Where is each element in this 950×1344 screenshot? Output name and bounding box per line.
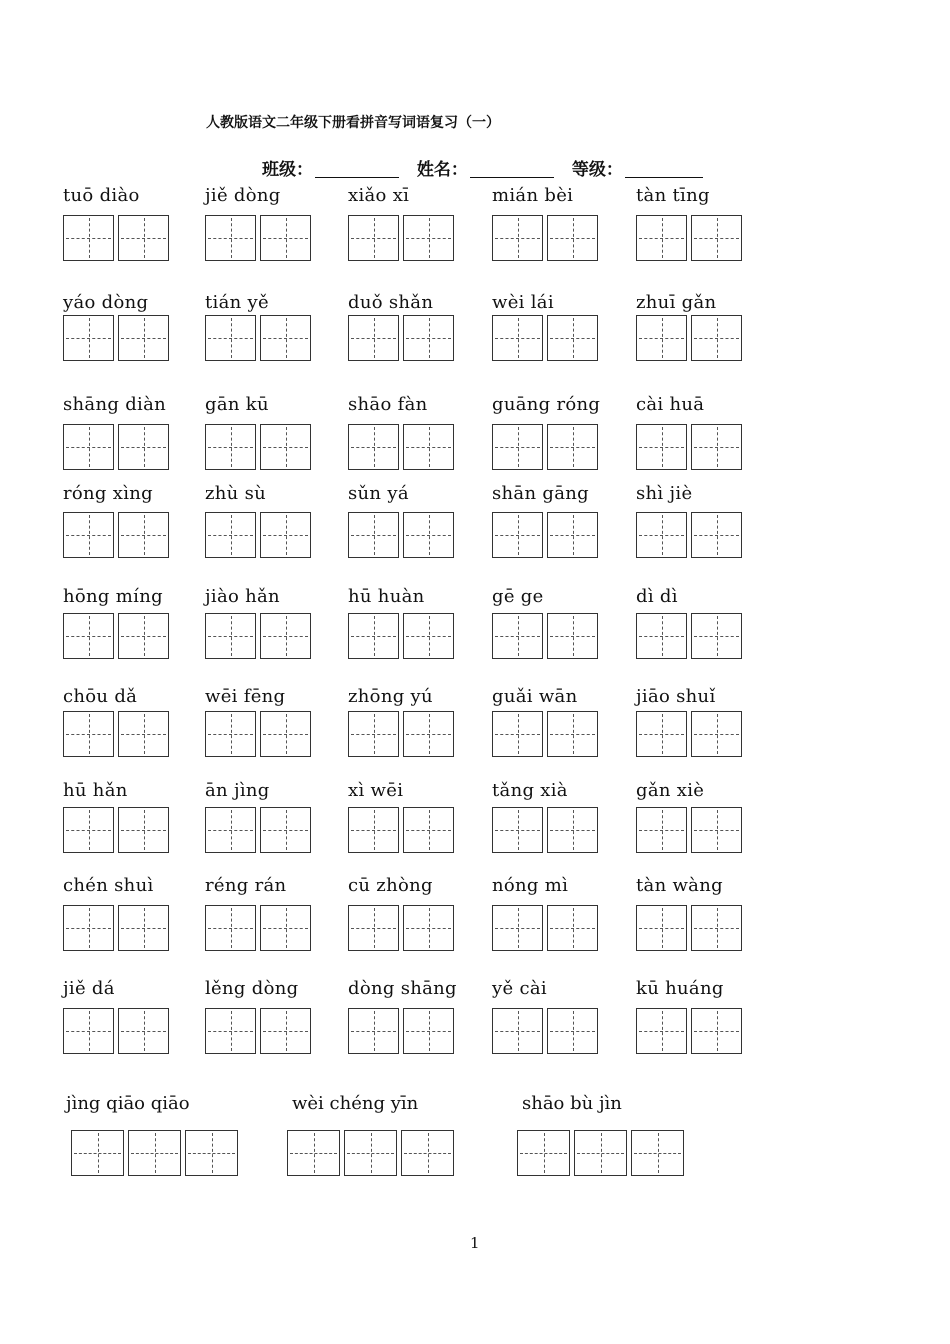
tianzige-cell[interactable] [403, 315, 454, 361]
writing-box-group [636, 905, 742, 951]
tianzige-cell[interactable] [403, 711, 454, 757]
pinyin-word: tàn tīng [636, 185, 710, 206]
tianzige-cell[interactable] [636, 613, 687, 659]
writing-box-group [492, 512, 598, 558]
tianzige-cell[interactable] [547, 613, 598, 659]
tianzige-cell[interactable] [118, 711, 169, 757]
pinyin-word: zhù sù [205, 483, 267, 504]
tianzige-cell[interactable] [348, 613, 399, 659]
writing-box-group [492, 613, 598, 659]
pinyin-word: shì jiè [636, 483, 693, 504]
tianzige-cell[interactable] [631, 1130, 684, 1176]
pinyin-word: wèi lái [492, 292, 554, 313]
pinyin-word: tuō diào [63, 185, 140, 206]
tianzige-cell[interactable] [547, 807, 598, 853]
writing-box-group [205, 905, 311, 951]
pinyin-word: róng xìng [63, 483, 154, 504]
tianzige-cell[interactable] [63, 613, 114, 659]
tianzige-cell[interactable] [205, 711, 256, 757]
tianzige-cell[interactable] [691, 424, 742, 470]
writing-box-group [348, 1008, 454, 1054]
pinyin-word: cài huā [636, 394, 705, 415]
writing-box-group [63, 512, 169, 558]
tianzige-cell[interactable] [348, 512, 399, 558]
tianzige-cell[interactable] [636, 315, 687, 361]
tianzige-cell[interactable] [118, 1008, 169, 1054]
tianzige-cell[interactable] [205, 315, 256, 361]
tianzige-cell[interactable] [118, 315, 169, 361]
writing-box-group [636, 807, 742, 853]
writing-box-group [205, 613, 311, 659]
writing-box-group [348, 512, 454, 558]
writing-box-group [348, 215, 454, 261]
writing-box-group [205, 215, 311, 261]
tianzige-cell[interactable] [574, 1130, 627, 1176]
pinyin-word: chén shuì [63, 875, 154, 896]
writing-box-group [348, 315, 454, 361]
tianzige-cell[interactable] [205, 905, 256, 951]
pinyin-word: tián yě [205, 292, 269, 313]
grade-label: 等级： [571, 160, 623, 180]
pinyin-word: kū huáng [636, 978, 724, 999]
pinyin-word: shān gāng [492, 483, 589, 504]
tianzige-cell[interactable] [63, 315, 114, 361]
pinyin-word: cū zhòng [348, 875, 433, 896]
tianzige-cell[interactable] [492, 215, 543, 261]
pinyin-word: gān kū [205, 394, 269, 415]
tianzige-cell[interactable] [71, 1130, 124, 1176]
tianzige-cell[interactable] [205, 1008, 256, 1054]
tianzige-cell[interactable] [63, 215, 114, 261]
tianzige-cell[interactable] [401, 1130, 454, 1176]
pinyin-word: mián bèi [492, 185, 574, 206]
tianzige-cell[interactable] [403, 424, 454, 470]
class-blank[interactable] [315, 159, 399, 178]
tianzige-cell[interactable] [118, 215, 169, 261]
pinyin-word: wèi chéng yīn [292, 1093, 419, 1114]
tianzige-cell[interactable] [63, 424, 114, 470]
student-info-line [262, 155, 715, 180]
pinyin-word: chōu dǎ [63, 686, 138, 707]
tianzige-cell[interactable] [128, 1130, 181, 1176]
writing-box-group [63, 807, 169, 853]
pinyin-word: guāng róng [492, 394, 601, 415]
writing-box-group [63, 1008, 169, 1054]
pinyin-word: dòng shāng [348, 978, 457, 999]
tianzige-cell[interactable] [492, 711, 543, 757]
tianzige-cell[interactable] [636, 711, 687, 757]
writing-box-group [63, 613, 169, 659]
tianzige-cell[interactable] [348, 807, 399, 853]
pinyin-word: xiǎo xī [348, 185, 410, 206]
pinyin-word: jiě dá [63, 978, 115, 999]
writing-box-group [636, 1008, 742, 1054]
page-number: 1 [470, 1234, 480, 1252]
writing-box-group [636, 711, 742, 757]
writing-box-group [287, 1130, 454, 1176]
tianzige-cell[interactable] [205, 215, 256, 261]
tianzige-cell[interactable] [260, 1008, 311, 1054]
pinyin-word: yáo dòng [63, 292, 149, 313]
pinyin-word: nóng mì [492, 875, 569, 896]
tianzige-cell[interactable] [348, 424, 399, 470]
pinyin-word: duǒ shǎn [348, 292, 434, 313]
pinyin-word: shāo bù jìn [522, 1093, 622, 1114]
tianzige-cell[interactable] [118, 905, 169, 951]
pinyin-word: lěng dòng [205, 978, 299, 999]
tianzige-cell[interactable] [403, 1008, 454, 1054]
tianzige-cell[interactable] [403, 215, 454, 261]
tianzige-cell[interactable] [63, 512, 114, 558]
tianzige-cell[interactable] [403, 905, 454, 951]
tianzige-cell[interactable] [348, 905, 399, 951]
tianzige-cell[interactable] [260, 711, 311, 757]
writing-box-group [63, 711, 169, 757]
tianzige-cell[interactable] [205, 807, 256, 853]
writing-box-group [348, 613, 454, 659]
writing-box-group [492, 905, 598, 951]
pinyin-word: ān jìng [205, 780, 270, 801]
writing-box-group [63, 215, 169, 261]
tianzige-cell[interactable] [403, 807, 454, 853]
tianzige-cell[interactable] [260, 807, 311, 853]
tianzige-cell[interactable] [260, 512, 311, 558]
tianzige-cell[interactable] [118, 613, 169, 659]
tianzige-cell[interactable] [492, 424, 543, 470]
tianzige-cell[interactable] [691, 215, 742, 261]
writing-box-group [636, 315, 742, 361]
tianzige-cell[interactable] [691, 905, 742, 951]
tianzige-cell[interactable] [691, 807, 742, 853]
tianzige-cell[interactable] [63, 807, 114, 853]
tianzige-cell[interactable] [260, 215, 311, 261]
tianzige-cell[interactable] [547, 215, 598, 261]
pinyin-word: hū huàn [348, 586, 425, 607]
writing-box-group [63, 905, 169, 951]
pinyin-word: hōng míng [63, 586, 163, 607]
tianzige-cell[interactable] [691, 613, 742, 659]
pinyin-word: shāo fàn [348, 394, 428, 415]
tianzige-cell[interactable] [118, 512, 169, 558]
writing-box-group [492, 424, 598, 470]
tianzige-cell[interactable] [547, 315, 598, 361]
writing-box-group [636, 424, 742, 470]
tianzige-cell[interactable] [636, 512, 687, 558]
tianzige-cell[interactable] [492, 807, 543, 853]
writing-box-group [492, 315, 598, 361]
tianzige-cell[interactable] [636, 905, 687, 951]
tianzige-cell[interactable] [344, 1130, 397, 1176]
tianzige-cell[interactable] [492, 315, 543, 361]
tianzige-cell[interactable] [691, 711, 742, 757]
pinyin-word: zhuī gǎn [636, 292, 717, 313]
tianzige-cell[interactable] [403, 512, 454, 558]
tianzige-cell[interactable] [691, 512, 742, 558]
writing-box-group [348, 905, 454, 951]
pinyin-word: dì dì [636, 586, 678, 607]
tianzige-cell[interactable] [691, 315, 742, 361]
tianzige-cell[interactable] [205, 424, 256, 470]
tianzige-cell[interactable] [260, 905, 311, 951]
worksheet-title: 人教版语文二年级下册看拼音写词语复习（一） [206, 115, 500, 131]
writing-box-group [517, 1130, 684, 1176]
writing-box-group [205, 807, 311, 853]
tianzige-cell[interactable] [492, 905, 543, 951]
tianzige-cell[interactable] [205, 512, 256, 558]
tianzige-cell[interactable] [118, 424, 169, 470]
tianzige-cell[interactable] [492, 1008, 543, 1054]
tianzige-cell[interactable] [348, 215, 399, 261]
writing-box-group [205, 512, 311, 558]
tianzige-cell[interactable] [636, 1008, 687, 1054]
tianzige-cell[interactable] [348, 315, 399, 361]
pinyin-word: jiào hǎn [205, 586, 280, 607]
pinyin-word: shāng diàn [63, 394, 167, 415]
tianzige-cell[interactable] [260, 315, 311, 361]
pinyin-word: réng rán [205, 875, 287, 896]
writing-box-group [636, 613, 742, 659]
pinyin-word: jiāo shuǐ [636, 686, 716, 707]
tianzige-cell[interactable] [403, 613, 454, 659]
writing-box-group [636, 512, 742, 558]
tianzige-cell[interactable] [260, 424, 311, 470]
tianzige-cell[interactable] [63, 905, 114, 951]
writing-box-group [636, 215, 742, 261]
tianzige-cell[interactable] [287, 1130, 340, 1176]
class-label: 班级： [262, 160, 313, 180]
tianzige-cell[interactable] [260, 613, 311, 659]
tianzige-cell[interactable] [547, 512, 598, 558]
writing-box-group [348, 711, 454, 757]
pinyin-word: zhōng yú [348, 686, 433, 707]
tianzige-cell[interactable] [517, 1130, 570, 1176]
pinyin-word: gǎn xiè [636, 780, 705, 801]
pinyin-word: gē ge [492, 586, 544, 607]
tianzige-cell[interactable] [636, 807, 687, 853]
writing-box-group [71, 1130, 238, 1176]
writing-box-group [492, 1008, 598, 1054]
tianzige-cell[interactable] [63, 1008, 114, 1054]
pinyin-word: jiě dòng [205, 185, 281, 206]
pinyin-word: sǔn yá [348, 483, 409, 504]
writing-box-group [63, 315, 169, 361]
tianzige-cell[interactable] [547, 424, 598, 470]
tianzige-cell[interactable] [348, 711, 399, 757]
tianzige-cell[interactable] [547, 905, 598, 951]
tianzige-cell[interactable] [63, 711, 114, 757]
writing-box-group [492, 711, 598, 757]
pinyin-word: jìng qiāo qiāo [66, 1093, 190, 1114]
pinyin-word: tǎng xià [492, 780, 568, 801]
tianzige-cell[interactable] [118, 807, 169, 853]
writing-box-group [63, 424, 169, 470]
tianzige-cell[interactable] [205, 613, 256, 659]
writing-box-group [205, 315, 311, 361]
pinyin-word: xì wēi [348, 780, 404, 801]
tianzige-cell[interactable] [547, 711, 598, 757]
writing-box-group [492, 215, 598, 261]
writing-box-group [205, 424, 311, 470]
tianzige-cell[interactable] [691, 1008, 742, 1054]
pinyin-word: tàn wàng [636, 875, 723, 896]
tianzige-cell[interactable] [348, 1008, 399, 1054]
pinyin-word: wēi fēng [205, 686, 286, 707]
name-blank[interactable] [470, 159, 554, 178]
pinyin-word: hū hǎn [63, 780, 128, 801]
tianzige-cell[interactable] [636, 424, 687, 470]
writing-box-group [205, 711, 311, 757]
writing-box-group [492, 807, 598, 853]
writing-box-group [205, 1008, 311, 1054]
pinyin-word: yě cài [492, 978, 547, 999]
name-label: 姓名： [416, 160, 468, 180]
tianzige-cell[interactable] [547, 1008, 598, 1054]
pinyin-word: guǎi wān [492, 686, 578, 707]
tianzige-cell[interactable] [636, 215, 687, 261]
tianzige-cell[interactable] [492, 512, 543, 558]
tianzige-cell[interactable] [492, 613, 543, 659]
tianzige-cell[interactable] [185, 1130, 238, 1176]
writing-box-group [348, 424, 454, 470]
writing-box-group [348, 807, 454, 853]
grade-blank[interactable] [625, 159, 703, 178]
